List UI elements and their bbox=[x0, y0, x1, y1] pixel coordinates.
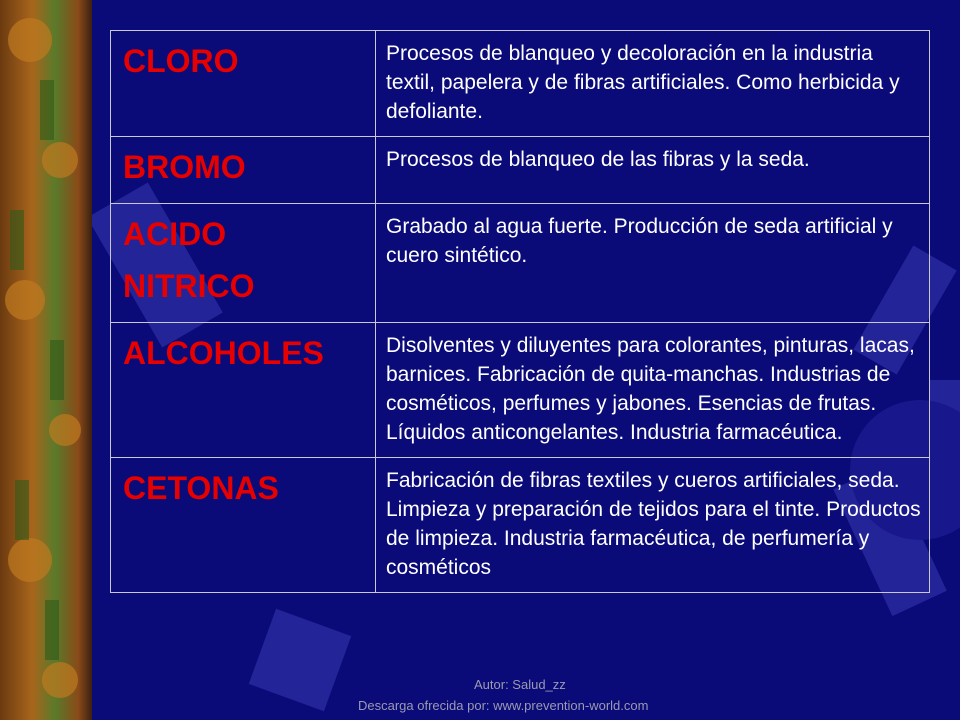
table-row bbox=[111, 137, 930, 204]
left-decorative-strip bbox=[0, 0, 92, 720]
term-cell bbox=[111, 323, 376, 458]
description-cell: Grabado al agua fuerte. Producción de seda artificial y cuero sintético. bbox=[376, 204, 930, 323]
description-cell: Disolventes y diluyentes para colorantes, pinturas, lacas, barnices. Fabricación de quita-manchas. Industrias de cosméticos, perfumes y jabones. Esencias de frutas. Líquidos anticongelantes. Industria farmacéutica. bbox=[376, 323, 930, 458]
table-row bbox=[111, 204, 930, 323]
term-cell bbox=[111, 137, 376, 204]
term-label: CLORO bbox=[123, 43, 239, 79]
term-cell bbox=[111, 31, 376, 137]
term-label: ACIDO bbox=[123, 216, 227, 252]
description-cell: Procesos de blanqueo y decoloración en la industria textil, papelera y de fibras artificiales. Como herbicida y defoliante. bbox=[376, 31, 930, 137]
term-cell bbox=[111, 204, 376, 323]
description-cell: Procesos de blanqueo de las fibras y la seda. bbox=[376, 137, 930, 204]
footer-author: Autor: Salud_zz bbox=[474, 677, 566, 692]
term-label: NITRICO bbox=[123, 268, 255, 304]
table-row bbox=[111, 323, 930, 458]
chemicals-table bbox=[110, 30, 930, 593]
table-row bbox=[111, 31, 930, 137]
term-label: BROMO bbox=[123, 149, 246, 185]
footer-download-credit: Descarga ofrecida por: www.prevention-world.com bbox=[358, 698, 649, 713]
term-label: ALCOHOLES bbox=[123, 335, 324, 371]
term-cell bbox=[111, 458, 376, 593]
table-row bbox=[111, 458, 930, 593]
description-cell: Fabricación de fibras textiles y cueros artificiales, seda. Limpieza y preparación de tejidos para el tinte. Productos de limpieza. Industria farmacéutica, de perfumería y cosméticos bbox=[376, 458, 930, 593]
term-label: CETONAS bbox=[123, 470, 279, 506]
